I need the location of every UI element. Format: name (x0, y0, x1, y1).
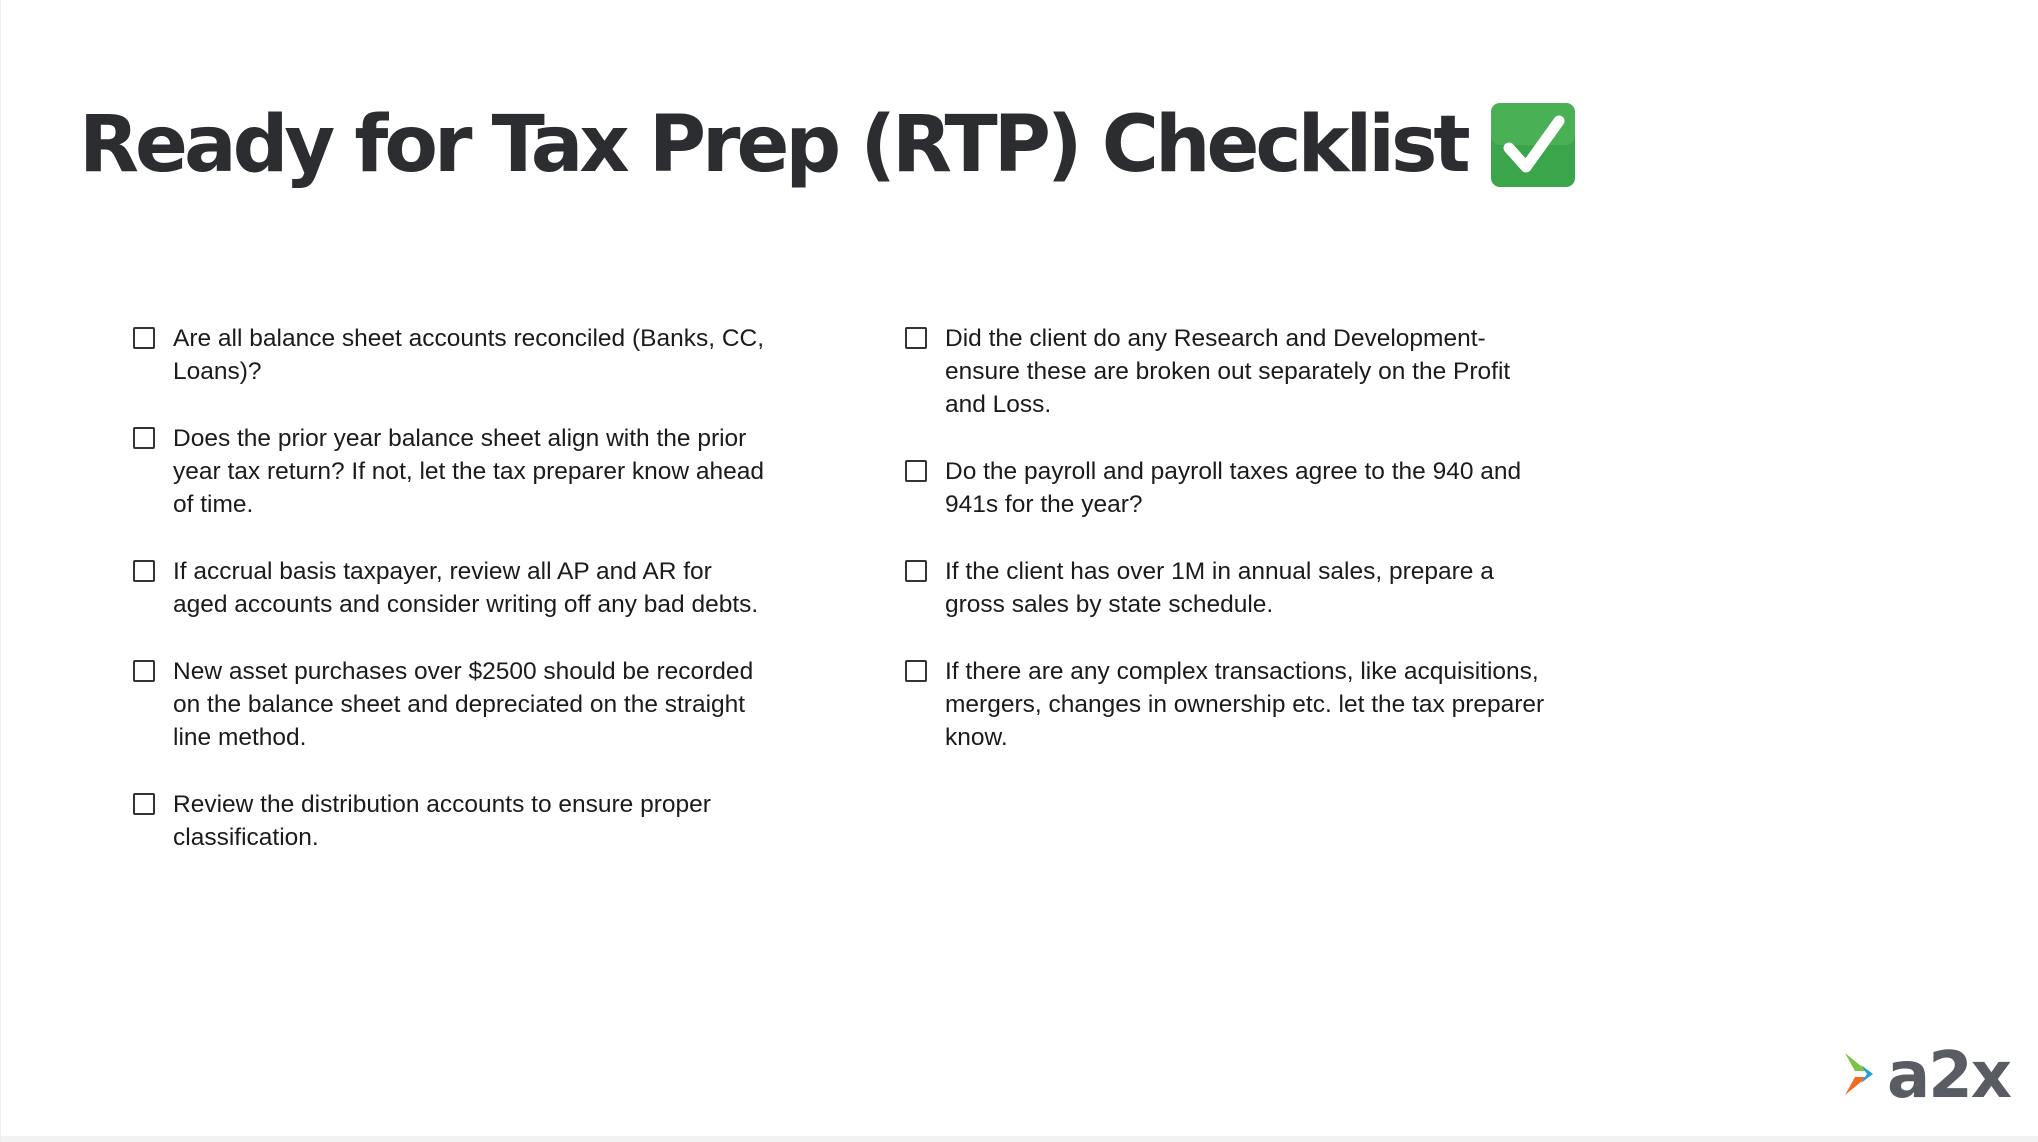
checklist-item-text: If the client has over 1M in annual sales, prepare a gross sales by state schedule. (945, 558, 1494, 618)
checklist-left-column (133, 322, 773, 888)
checkbox[interactable] (905, 327, 927, 349)
checkbox[interactable] (133, 560, 155, 582)
checklist-item (905, 655, 1545, 754)
checklist-item (133, 555, 773, 621)
checklist-item (133, 422, 773, 521)
checklist-item (133, 788, 773, 854)
checklist-item (905, 322, 1545, 421)
checkbox[interactable] (905, 660, 927, 682)
checklist-item-text: Does the prior year balance sheet align with the prior year tax return? If not, let the tax preparer know ahead of time. (173, 425, 765, 518)
checklist-item-text: Do the payroll and payroll taxes agree to the 940 and 941s for the year? (945, 458, 1522, 518)
checklist-item-text: New asset purchases over $2500 should be recorded on the balance sheet and depreciated on the straight line method. (173, 658, 754, 751)
checkbox[interactable] (905, 560, 927, 582)
checklist-right-column (905, 322, 1545, 788)
checklist-item (905, 455, 1545, 521)
checkbox[interactable] (133, 327, 155, 349)
checkbox[interactable] (133, 793, 155, 815)
a2x-arrow-icon (1843, 1049, 1887, 1104)
checkbox[interactable] (133, 660, 155, 682)
white-heavy-check-mark-icon (1489, 101, 1577, 189)
checkbox[interactable] (133, 427, 155, 449)
checklist-item (133, 322, 773, 388)
checklist-item-text: Did the client do any Research and Development- ensure these are broken out separately on the Profit and Loss. (945, 325, 1511, 418)
page-title (79, 100, 1577, 190)
checklist-item-text: If accrual basis taxpayer, review all AP and AR for aged accounts and consider writing off any bad debts. (173, 558, 759, 618)
checkbox[interactable] (905, 460, 927, 482)
logo-text: a2x (1887, 1039, 2010, 1113)
a2x-logo (1843, 1039, 2010, 1113)
checklist-item (905, 555, 1545, 621)
bottom-divider (1, 1136, 2038, 1142)
page-title-text: Ready for Tax Prep (RTP) Checklist (79, 100, 1467, 190)
checklist-item (133, 655, 773, 754)
checklist-item-text: Are all balance sheet accounts reconciled (Banks, CC, Loans)? (173, 325, 765, 385)
checklist-item-text: If there are any complex transactions, like acquisitions, mergers, changes in ownership etc. let the tax preparer know. (945, 658, 1545, 751)
checklist-item-text: Review the distribution accounts to ensure proper classification. (173, 791, 711, 851)
